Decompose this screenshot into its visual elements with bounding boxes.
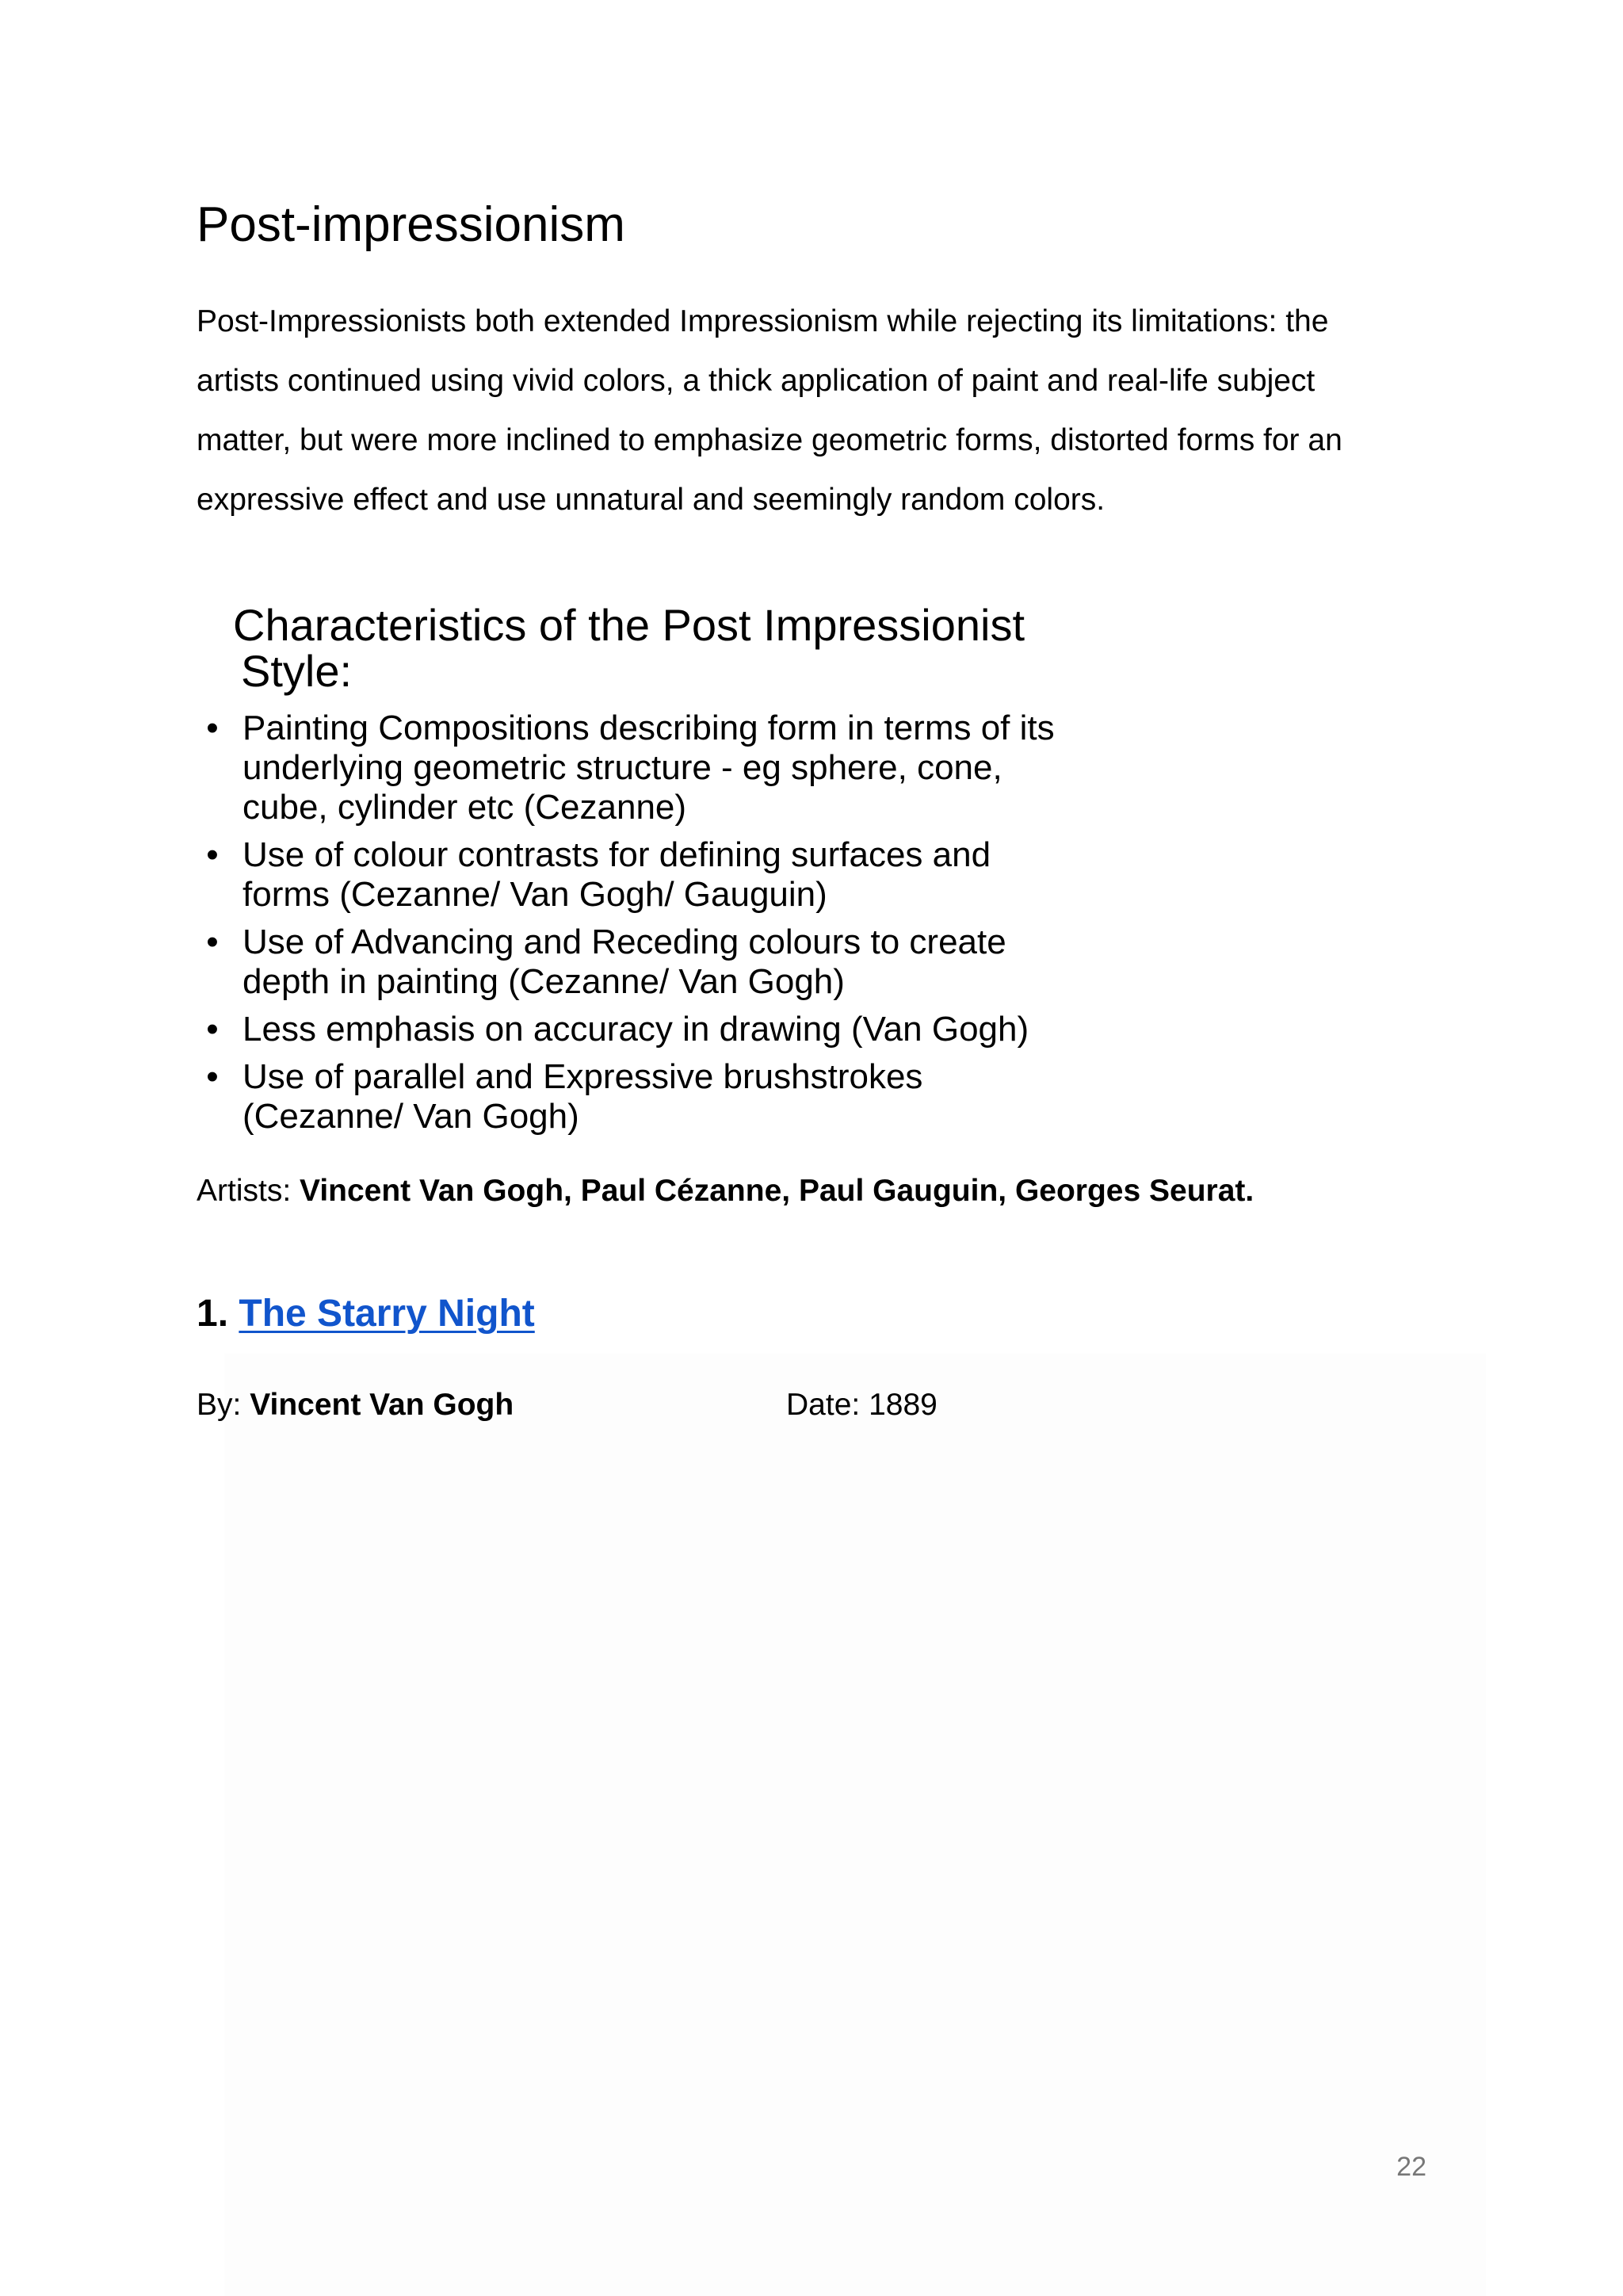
- characteristic-line: Use of parallel and Expressive brushstrokes: [242, 1057, 923, 1096]
- characteristic-item: [204, 709, 1155, 827]
- characteristic-item: [204, 1057, 1155, 1137]
- bullet-icon: •: [206, 1010, 219, 1049]
- page-title: Post-impressionism: [197, 197, 625, 252]
- characteristic-line: depth in painting (Cezanne/ Van Gogh): [242, 962, 845, 1001]
- characteristics-block: [204, 602, 1155, 1144]
- characteristic-line: Use of Advancing and Receding colours to create: [242, 923, 1006, 961]
- characteristics-heading-line: Style:: [241, 646, 353, 696]
- characteristic-item: [204, 1010, 1155, 1049]
- bullet-icon: •: [206, 923, 219, 961]
- characteristic-line: Painting Compositions describing form in terms of its: [242, 709, 1055, 747]
- artwork-date-label: Date:: [786, 1388, 869, 1422]
- artwork-artist: Vincent Van Gogh: [250, 1388, 514, 1422]
- intro-line: artists continued using vivid colors, a thick application of paint and real-life subject: [197, 364, 1316, 398]
- artwork-image-area: [224, 1354, 1486, 2296]
- artwork-title-link[interactable]: The Starry Night: [239, 1293, 535, 1335]
- bullet-icon: •: [206, 1057, 219, 1096]
- intro-line: expressive effect and use unnatural and seemingly random colors.: [197, 483, 1106, 517]
- artwork-by-label: By:: [197, 1388, 250, 1422]
- artists-line: [197, 1171, 1254, 1211]
- artwork-artist-line: [197, 1385, 514, 1425]
- intro-line: Post-Impressionists both extended Impressionism while rejecting its limitations: the: [197, 304, 1329, 338]
- characteristic-line: forms (Cezanne/ Van Gogh/ Gauguin): [242, 875, 827, 914]
- characteristic-item: [204, 923, 1155, 1002]
- characteristic-line: Less emphasis on accuracy in drawing (Van Gogh): [242, 1010, 1029, 1049]
- characteristics-heading: [233, 602, 1155, 694]
- bullet-icon: •: [206, 709, 219, 747]
- characteristic-line: underlying geometric structure - eg sphere, cone,: [242, 748, 1002, 787]
- characteristic-line: cube, cylinder etc (Cezanne): [242, 788, 687, 827]
- artwork-date-line: [786, 1385, 938, 1425]
- intro-paragraph: [197, 292, 1433, 529]
- artwork-number: 1.: [197, 1293, 239, 1335]
- bullet-icon: •: [206, 835, 219, 874]
- characteristic-item: [204, 835, 1155, 915]
- characteristics-list: [204, 709, 1155, 1137]
- characteristic-line: (Cezanne/ Van Gogh): [242, 1097, 579, 1136]
- artists-label: Artists:: [197, 1174, 300, 1208]
- intro-line: matter, but were more inclined to emphasize geometric forms, distorted forms for an: [197, 423, 1342, 457]
- artists-names: Vincent Van Gogh, Paul Cézanne, Paul Gauguin, Georges Seurat.: [300, 1174, 1254, 1208]
- artwork-heading: [197, 1290, 535, 1338]
- characteristic-line: Use of colour contrasts for defining surfaces and: [242, 835, 991, 874]
- artwork-date: 1889: [869, 1388, 938, 1422]
- page-number: 22: [1396, 2152, 1426, 2182]
- characteristics-heading-line: Characteristics of the Post Impressionist: [233, 600, 1025, 650]
